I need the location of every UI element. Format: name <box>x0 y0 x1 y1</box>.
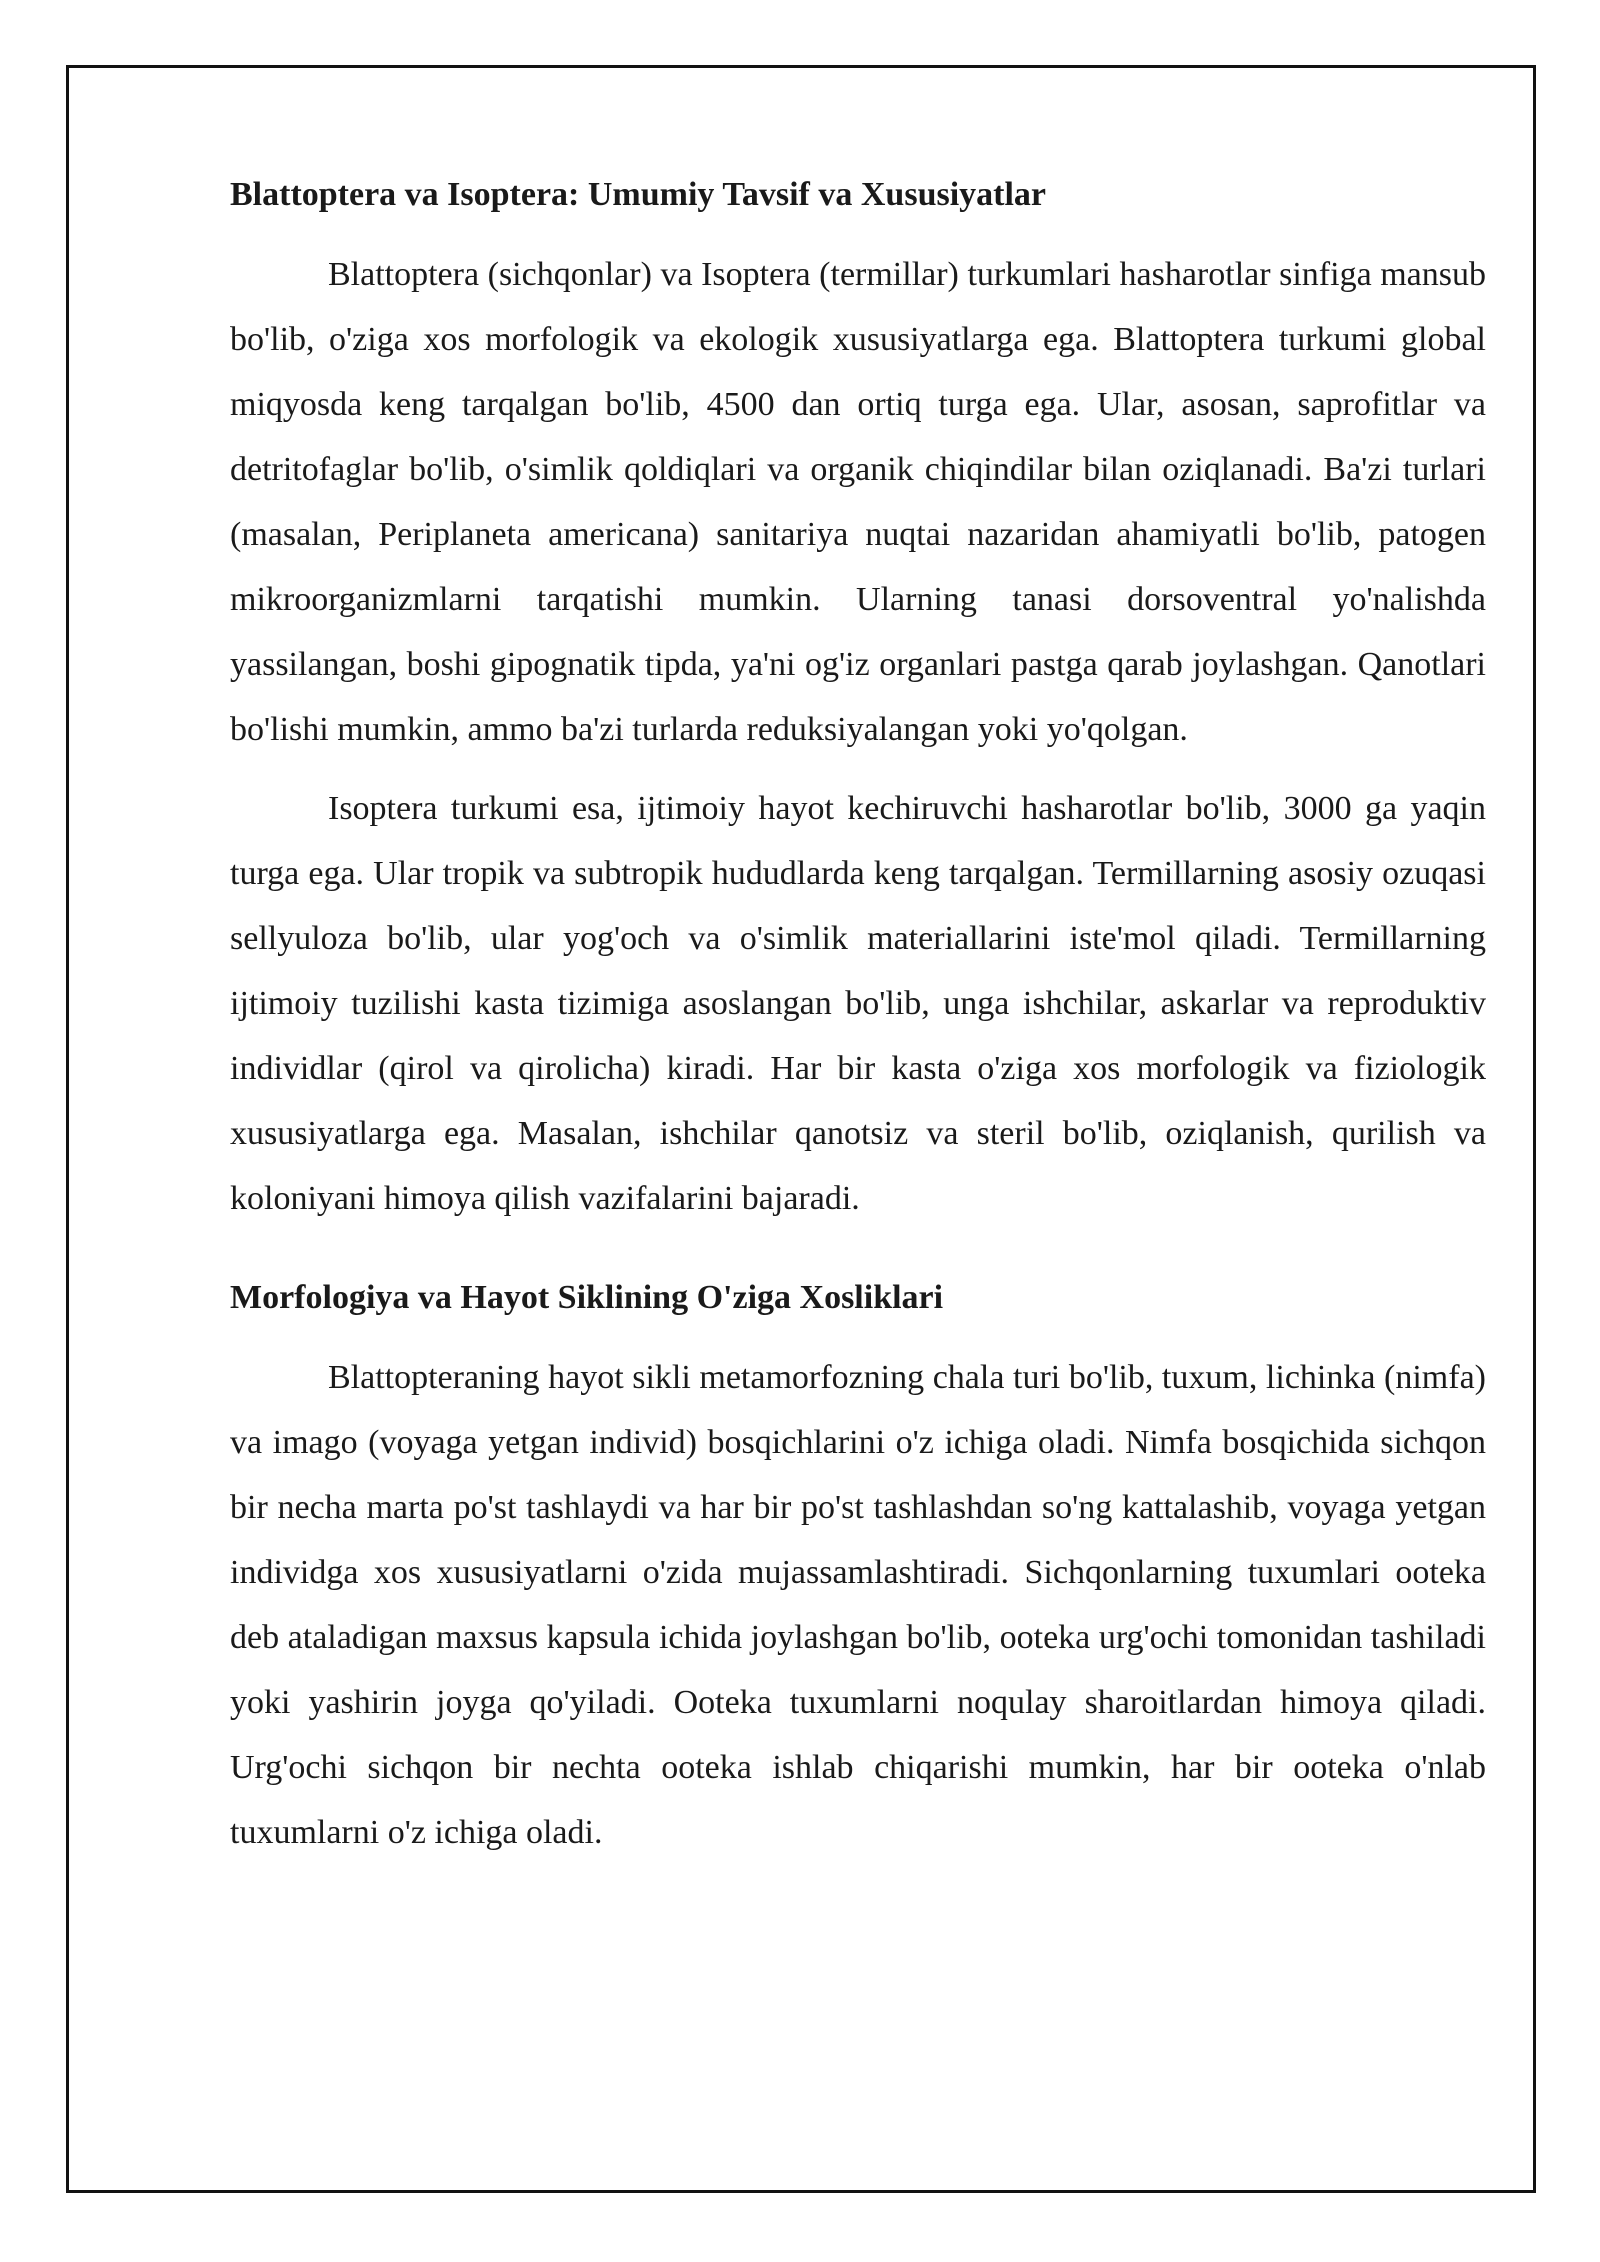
section-heading-1: Blattoptera va Isoptera: Umumiy Tavsif va Xususiyatlar <box>230 176 1047 213</box>
paragraph-2: Isoptera turkumi esa, ijtimoiy hayot kechiruvchi hasharotlar bo'lib, 3000 ga yaqin turga ega. Ular tropik va subtropik hududlarda keng tarqalgan. Termillarning asosiy ozuqasi sellyuloza bo'lib, ular yog'och va o'simlik materiallarini iste'mol qiladi. Termillarning ijtimoiy tuzilishi kasta tizimiga asoslangan bo'lib, unga ishchilar, askarlar va reproduktiv individlar (qirol va qirolicha) kiradi. Har bir kasta o'ziga xos morfologik va fiziologik xususiyatlarga ega. Masalan, ishchilar qanotsiz va steril bo'lib, oziqlanish, qurilish va koloniyani himoya qilish vazifalarini bajaradi. <box>230 790 1486 1217</box>
document-body <box>230 170 1486 1879</box>
paragraph-1: Blattoptera (sichqonlar) va Isoptera (termillar) turkumlari hasharotlar sinfiga mansub bo'lib, o'ziga xos morfologik va ekologik xususiyatlarga ega. Blattoptera turkumi global miqyosda keng tarqalgan bo'lib, 4500 dan ortiq turga ega. Ular, asosan, saprofitlar va detritofaglar bo'lib, o'simlik qoldiqlari va organik chiqindilar bilan oziqlanadi. Ba'zi turlari (masalan, Periplaneta americana) sanitariya nuqtai nazaridan ahamiyatli bo'lib, patogen mikroorganizmlarni tarqatishi mumkin. Ularning tanasi dorsoventral yo'nalishda yassilangan, boshi gipognatik tipda, ya'ni og'iz organlari pastga qarab joylashgan. Qanotlari bo'lishi mumkin, ammo ba'zi turlarda reduksiyalangan yoki yo'qolgan. <box>230 256 1486 748</box>
section-heading-2: Morfologiya va Hayot Siklining O'ziga Xosliklari <box>230 1279 944 1316</box>
paragraph-3: Blattopteraning hayot sikli metamorfozning chala turi bo'lib, tuxum, lichinka (nimfa) va imago (voyaga yetgan individ) bosqichlarini o'z ichiga oladi. Nimfa bosqichida sichqon bir necha marta po'st tashlaydi va har bir po'st tashlashdan so'ng kattalashib, voyaga yetgan individga xos xususiyatlarni o'zida mujassamlashtiradi. Sichqonlarning tuxumlari ooteka deb ataladigan maxsus kapsula ichida joylashgan bo'lib, ooteka urg'ochi tomonidan tashiladi yoki yashirin joyga qo'yiladi. Ooteka tuxumlarni noqulay sharoitlardan himoya qiladi. Urg'ochi sichqon bir nechta ooteka ishlab chiqarishi mumkin, har bir ooteka o'nlab tuxumlarni o'z ichiga oladi. <box>230 1359 1486 1851</box>
